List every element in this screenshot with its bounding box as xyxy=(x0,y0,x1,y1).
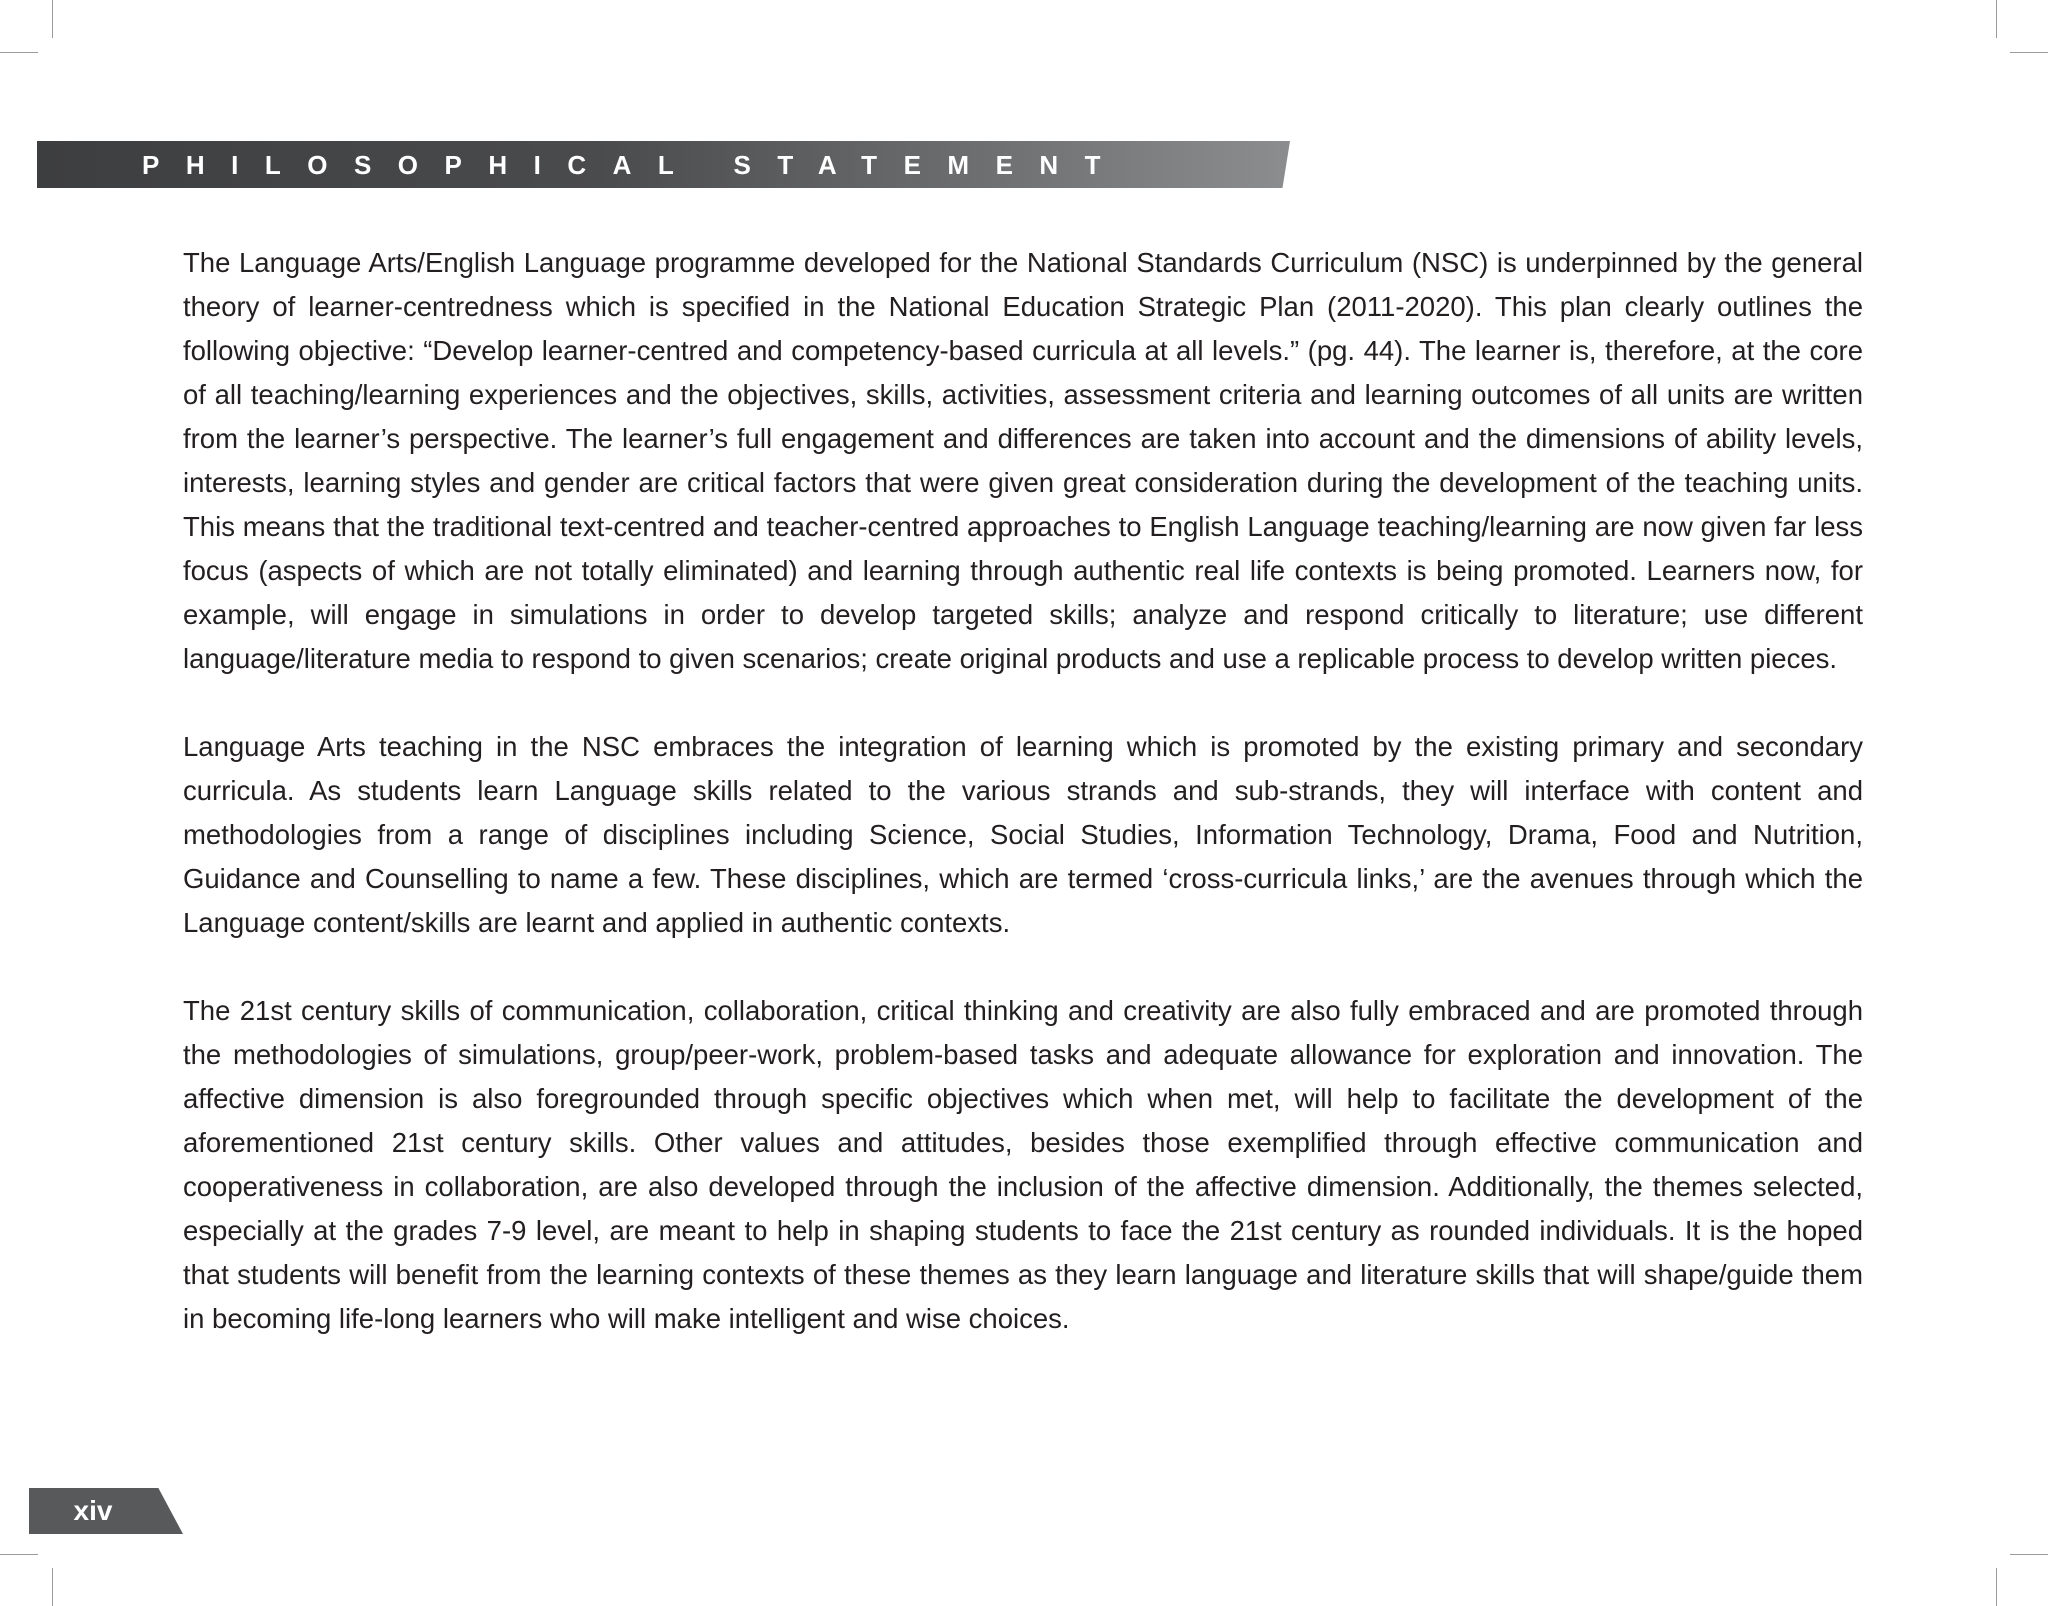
crop-mark xyxy=(52,0,53,38)
crop-mark xyxy=(2010,52,2048,53)
paragraph: The 21st century skills of communication, collaboration, critical thinking and creativity are also fully embraced and are promoted through the methodologies of simulations, group/peer-work, problem-based tasks and adequate allowance for exploration and innovation. The affective dimension is also foregrounded through specific objectives which when met, will help to facilitate the development of the aforementioned 21st century skills. Other values and attitudes, besides those exemplified through effective communication and cooperativeness in collaboration, are also developed through the inclusion of the affective dimension. Additionally, the themes selected, especially at the grades 7-9 level, are meant to help in shaping students to face the 21st century as rounded individuals. It is the hoped that students will benefit from the learning contexts of these themes as they learn language and literature skills that will shape/guide them in becoming life-long learners who will make intelligent and wise choices. xyxy=(183,995,1863,1334)
crop-mark xyxy=(52,1568,53,1606)
crop-mark xyxy=(0,52,38,53)
paragraph: Language Arts teaching in the NSC embraces the integration of learning which is promoted by the existing primary and secondary curricula. As students learn Language skills related to the various strands and sub-strands, they will interface with content and methodologies from a range of disciplines including Science, Social Studies, Information Technology, Drama, Food and Nutrition, Guidance and Counselling to name a few. These disciplines, which are termed ‘cross-curricula links,’ are the avenues through which the Language content/skills are learnt and applied in authentic contexts. xyxy=(183,731,1863,938)
paragraph: The Language Arts/English Language programme developed for the National Standards Curriculum (NSC) is underpinned by the general theory of learner-centredness which is specified in the National Education Strategic Plan (2011-2020). This plan clearly outlines the following objective: “Develop learner-centred and competency-based curricula at all levels.” (pg. 44). The learner is, therefore, at the core of all teaching/learning experiences and the objectives, skills, activities, assessment criteria and learning outcomes of all units are written from the learner’s perspective. The learner’s full engagement and differences are taken into account and the dimensions of ability levels, interests, learning styles and gender are critical factors that were given great consideration during the development of the teaching units. This means that the traditional text-centred and teacher-centred approaches to English Language teaching/learning are now given far less focus (aspects of which are not totally eliminated) and learning through authentic real life contexts is being promoted. Learners now, for example, will engage in simulations in order to develop targeted skills; analyze and respond critically to literature; use different language/literature media to respond to given scenarios; create original products and use a replicable process to develop written pieces. xyxy=(183,247,1863,674)
section-title: PHILOSOPHICAL STATEMENT xyxy=(142,150,1128,180)
crop-mark xyxy=(2010,1554,2048,1555)
page-number: xiv xyxy=(73,1495,113,1526)
crop-mark xyxy=(0,1554,38,1555)
body-text xyxy=(183,241,1863,1385)
crop-mark xyxy=(1996,1568,1997,1606)
crop-mark xyxy=(1996,0,1997,38)
